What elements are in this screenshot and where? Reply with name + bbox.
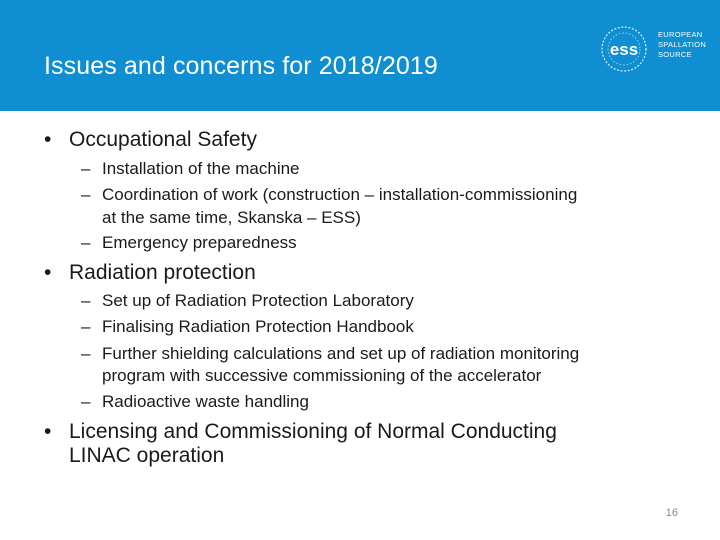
logo-mark-text: ess [609,40,639,59]
sub-bullet-text: Set up of Radiation Protection Laboratory [102,291,414,310]
sub-bullet-text: Further shielding calculations and set up of radiation monitoring [102,344,580,363]
dash-marker: – [81,233,91,252]
sub-bullet-text: program with successive commissioning of the accelerator [102,366,542,385]
slide-title: Issues and concerns for 2018/2019 [44,52,438,80]
sub-bullet-text: at the same time, Skanska – ESS) [102,208,361,227]
logo-wordmark [658,30,706,60]
logo-line: SPALLATION [658,40,707,49]
dash-marker: – [81,291,91,310]
sub-bullet-text: Emergency preparedness [102,233,297,252]
sub-bullet-text: Finalising Radiation Protection Handbook [102,317,414,336]
sub-bullet-text: Installation of the machine [102,159,300,178]
bullet-marker: • [44,420,52,443]
dash-marker: – [81,185,91,204]
bullet-marker: • [44,261,52,284]
sub-bullet-text: Coordination of work (construction – installation-commissioning [102,185,578,204]
page-number: 16 [665,507,678,519]
bullet-heading: Radiation protection [69,261,256,284]
ess-logo [596,22,711,76]
dash-marker: – [81,317,91,336]
logo-line: SOURCE [658,50,692,59]
dash-marker: – [81,344,91,363]
dash-marker: – [81,159,91,178]
bullet-heading: Occupational Safety [69,128,257,151]
bullet-heading: Licensing and Commissioning of Normal Conducting [69,420,557,443]
dash-marker: – [81,392,91,411]
ess-logo-mark-icon [596,22,658,76]
bullet-marker: • [44,128,52,151]
sub-bullet-text: Radioactive waste handling [102,392,309,411]
title-bar [0,0,720,111]
logo-line: EUROPEAN [658,30,703,39]
bullet-heading: LINAC operation [69,444,225,467]
